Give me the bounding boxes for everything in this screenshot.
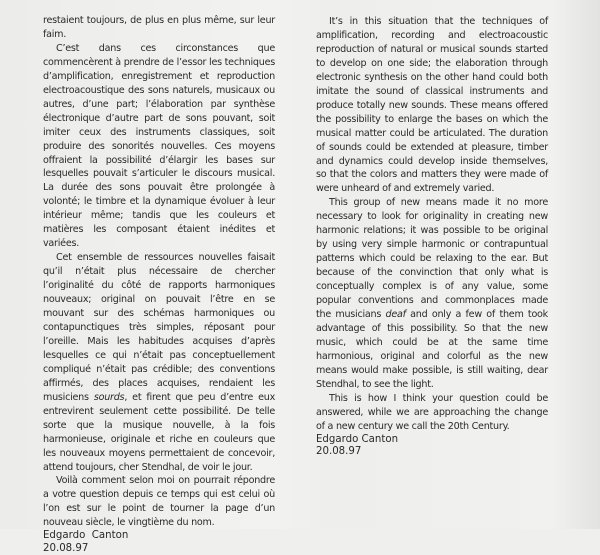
paragraph-fr-3 bbox=[43, 251, 275, 474]
text-run: Voilà comment selon moi on pourrait répondre a votre question depuis ce temps qui est celui où l’on est sur le point de tourner la page d’un nouveau siècle, le vingtième du nom. bbox=[43, 475, 275, 529]
signature-en bbox=[316, 434, 548, 459]
paragraph-en-2 bbox=[316, 196, 548, 391]
text-run: It’s in this situation that the techniques of amplification, recording and electroacoustic reproduction of natural or musical sounds started to develop on one side; the elaboration through electronic synthesis on the other hand could both imitate the sound of classical instruments and produce totally new sounds. These means offered the possibility to enlarge the bases on which the musical matter could be articulated. The duration of sounds could be extended at pleasure, timber and dynamics could develop inside themselves, so that the colors and matters they were made of were unheard of and extremely varied. bbox=[316, 16, 548, 195]
text-run: restaient toujours, de plus en plus même, sur leur faim. bbox=[43, 15, 275, 40]
signature-date: 20.08.97 bbox=[43, 542, 89, 554]
paragraph-fr-4 bbox=[43, 474, 275, 530]
signature-name: Edgardo Canton bbox=[316, 433, 399, 445]
signature-fr bbox=[43, 530, 275, 555]
text-run: This group of new means made it no more necessary to look for originality in creating new harmonic relations; it was possible to be original by using very simple harmonic or contrapuntual patterns which could be relaxing to the ear. But because of the convinction that only what is conceptually complex is of any value, some popular conventions and commonplaces made the musicians bbox=[316, 197, 548, 321]
text-run: and only a few of them took advantage of this possibility. So that the new music, which could be at the same time harmonious, original and colorful as the new means would make possible, is still waiting, dear Stendhal, to see the light. bbox=[316, 309, 548, 390]
text-run: Cet ensemble de ressources nouvelles faisait qu’il n’était plus nécessaire de chercher l’originalité du côté de rapports harmoniques nouveaux; original on pouvait l’être en se mouvant sur des schémas harmoniques ou contapunctiques très simples, réposant pour l’oreille. Mais les habitudes acquises d’après lesquelles ce qui n’était pas conceptuellement compliqué n’était pas crédible; des conventions affirmés, des places acquises, rendaient les musiciens bbox=[43, 252, 275, 403]
paragraph-en-1 bbox=[316, 15, 548, 196]
signature-date: 20.08.97 bbox=[316, 446, 362, 458]
italic-word: deaf bbox=[385, 309, 406, 321]
french-text-column bbox=[43, 14, 275, 555]
paragraph-fr-2 bbox=[43, 42, 275, 251]
text-run: C’est dans ces circonstances que commencèrent à prendre de l’essor les techniques d’amplification, enregistrement et reproduction electroacoustique des sons naturels, musicaux ou autres, d’une part; l’élaboration par synthèse électronique d’autre part de sons pouvant, soit imiter ceux des instruments classiques, soit produire des sonorités nouvelles. Ces moyens offraient la possibilité d’élargir les bases sur lesquelles pouvait s’articuler le discours musical. La durée des sons pouvait être prolongée à volonté; le timbre et la dynamique évoluer à leur intérieur même; tandis que les couleurs et matières les composant étaient inédites et variées. bbox=[43, 42, 276, 250]
italic-word: sourds bbox=[93, 391, 125, 403]
signature-name: Edgardo Canton bbox=[43, 530, 129, 542]
text-run: This is how I think your question could be answered, while we are approaching the change of a new century we call the 20th Century. bbox=[316, 392, 548, 432]
paragraph-en-3 bbox=[316, 392, 548, 434]
paragraph-fr-1 bbox=[43, 14, 275, 42]
text-run: , et firent que peu d’entre eux entrevirent seulement cette possibilité. De telle sorte que la musique nouvelle, à la fois harmonieuse, originale et riche en couleurs que les nouveaux moyens permettaient de concevoir, attend toujours, cher Stendhal, de voir le jour. bbox=[43, 391, 275, 473]
english-text-column bbox=[316, 15, 548, 459]
